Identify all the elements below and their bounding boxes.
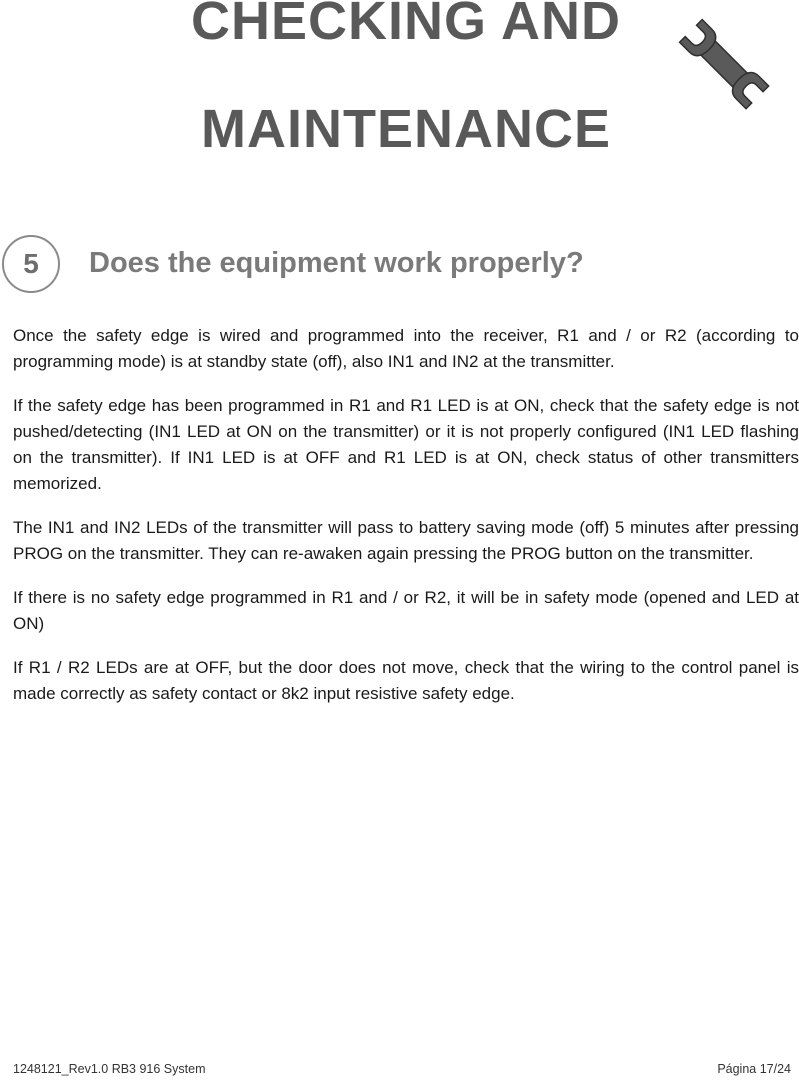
- page-title-line-1: CHECKING AND: [191, 0, 621, 51]
- paragraph-r1-led-on: If the safety edge has been programmed in R1 and R1 LED is at ON, check that the safety edge is not pushed/detecting (IN1 LED at ON on the transmitter) or it is not properly configured (IN1 LED flashing on the transmitter). If IN1 LED is at OFF and R1 LED is at ON, check status of other transmitters memorized.: [13, 396, 799, 493]
- section-number-badge: 5: [2, 235, 60, 293]
- section-title: Does the equipment work properly?: [89, 247, 584, 279]
- paragraph-wiring-check: If R1 / R2 LEDs are at OFF, but the door does not move, check that the wiring to the control panel is made correctly as safety contact or 8k2 input resistive safety edge.: [13, 658, 799, 703]
- footer-document-id: 1248121_Rev1.0 RB3 916 System: [13, 1062, 206, 1076]
- page-title-line-2: MAINTENANCE: [201, 99, 611, 159]
- wrench-icon: [672, 14, 772, 110]
- footer-page-number: Página 17/24: [717, 1062, 791, 1076]
- paragraph-safety-mode: If there is no safety edge programmed in R1 and / or R2, it will be in safety mode (opened and LED at ON): [13, 588, 799, 633]
- paragraph-battery-saving: The IN1 and IN2 LEDs of the transmitter will pass to battery saving mode (off) 5 minutes after pressing PROG on the transmitter. They can re-awaken again pressing the PROG button on the transmitter.: [13, 518, 799, 563]
- body-text: [13, 323, 799, 725]
- paragraph-standby: Once the safety edge is wired and programmed into the receiver, R1 and / or R2 (according to programming mode) is at standby state (off), also IN1 and IN2 at the transmitter.: [13, 326, 799, 371]
